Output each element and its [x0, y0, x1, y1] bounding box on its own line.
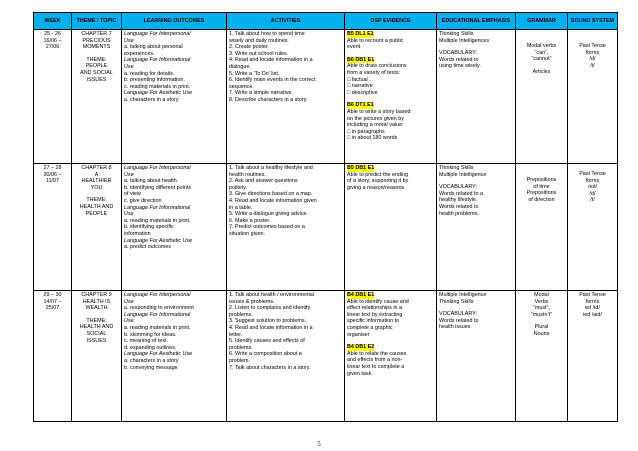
cell-line: PEOPLE	[85, 63, 108, 70]
cell-line: using time wisely.	[439, 63, 481, 70]
sound-system-cell	[568, 30, 618, 164]
cell-line: Language For Interpersonal	[124, 165, 191, 171]
cell-line: VOCABULARY:	[439, 184, 477, 191]
learning-outcomes-cell	[122, 164, 227, 291]
cell-line: 4. Read and locate information in a	[229, 57, 313, 64]
cell-line: Words related to a	[439, 190, 483, 197]
cell-line: □ in about 180 words	[347, 135, 398, 142]
week-cell	[34, 164, 72, 291]
cell-line: b. identifying specific	[124, 224, 174, 231]
cell-line: forms	[585, 177, 600, 184]
cell-line: □ in paragraphs	[347, 128, 385, 135]
cell-line: 30/06 –	[43, 171, 62, 178]
cell-line: Able to relate the causes	[347, 350, 407, 357]
dsp-code: B5 DL1 E1	[347, 31, 374, 37]
sound-system-cell	[568, 291, 618, 422]
cell-line: c. give direction	[124, 197, 162, 204]
cell-line: 25 - 26	[44, 31, 61, 37]
cell-line: /d/	[589, 190, 596, 197]
cell-line: 2. Listen to complains and identify	[229, 305, 311, 312]
cell-line: 6. Make a poster.	[229, 217, 271, 224]
cell-line: 29 – 30	[43, 292, 62, 298]
cell-line: Use	[124, 211, 134, 218]
cell-line: 27 – 28	[43, 165, 62, 171]
cell-line: Thinking Skills	[439, 165, 474, 171]
cell-line: “must”,	[533, 305, 550, 312]
header-learning-outcomes: LEARNING OUTCOMES	[122, 13, 227, 30]
cell-line: a. talking about health.	[124, 178, 179, 185]
cell-line: Nouns	[533, 330, 550, 337]
cell-line: 3. Write out school rules.	[229, 50, 289, 57]
cell-line: and effects from a non-	[347, 357, 403, 364]
cell-line: PEOPLE	[85, 210, 108, 217]
table-row	[34, 164, 618, 291]
cell-line: “mustn’t”	[531, 311, 552, 318]
activities-cell	[227, 164, 345, 291]
cell-line: “can”,	[534, 49, 549, 56]
cell-line: politely.	[229, 184, 247, 191]
cell-line: CHAPTER 7	[81, 31, 112, 37]
cell-line: organiser	[347, 331, 370, 338]
header-sound-system: SOUND SYSTEM	[568, 13, 618, 30]
cell-line: dialogue.	[229, 63, 251, 70]
cell-line: Words related to	[439, 56, 479, 63]
cell-line: healthy lifestyle.	[439, 197, 478, 204]
cell-line: Language For Interpersonal	[124, 292, 191, 298]
cell-line: Multiple Intelligences	[439, 37, 490, 44]
cell-line: a. reading materials in print.	[124, 217, 191, 224]
cell-line: 4. Read and locate information in a	[229, 324, 313, 331]
cell-line: ied /aid/	[583, 311, 602, 318]
cell-line: VOCABULARY:	[439, 50, 477, 57]
cell-line: d. expanding outlines.	[124, 344, 177, 351]
cell-line: complete a graphic	[347, 324, 393, 331]
cell-line: HEALTH AND	[79, 324, 114, 331]
cell-line: YOU	[90, 184, 103, 191]
learning-outcomes-cell	[122, 30, 227, 164]
cell-line: A	[94, 171, 99, 178]
cell-line: a. characters in a story	[124, 357, 179, 364]
cell-line: Modal	[534, 292, 549, 298]
cell-line: Able to recount a public	[347, 37, 404, 44]
cell-line: Able to predict the ending	[347, 171, 409, 178]
cell-line: information	[124, 230, 151, 237]
cell-line: a. reading for details.	[124, 70, 175, 77]
cell-line: Use	[124, 171, 134, 178]
cell-line: Language For Interpersonal	[124, 31, 191, 37]
header-theme: THEME / TOPIC	[72, 13, 122, 30]
cell-line: of time	[533, 183, 550, 190]
week-cell	[34, 30, 72, 164]
table-header-row	[34, 13, 618, 30]
cell-line: b. skimming for ideas.	[124, 331, 177, 338]
cell-line: 1. Talk about how to spend time	[229, 31, 305, 37]
cell-line: problems.	[229, 311, 253, 318]
cell-line: /t/	[590, 197, 595, 204]
dsp-evidence-cell	[345, 164, 437, 291]
cell-line: Use	[124, 318, 134, 325]
theme-cell	[72, 291, 122, 422]
cell-line: ISSUES	[86, 76, 107, 83]
page-number: 5	[317, 440, 321, 448]
cell-line: problem.	[229, 357, 250, 364]
cell-line: 4. Read and locate information given	[229, 197, 317, 204]
cell-line: 16/06 –	[43, 37, 62, 44]
cell-line: □ narrative	[347, 83, 373, 90]
cell-line: health routines.	[229, 171, 266, 178]
cell-line: on the pictures given by	[347, 115, 404, 122]
cell-line: Use	[124, 37, 134, 44]
cell-line: /d/	[589, 56, 596, 63]
cell-line: Thinking Skills	[439, 31, 474, 37]
cell-line: 25/07	[45, 305, 60, 312]
cell-line: 3. Suggest solution to problems.	[229, 318, 307, 325]
dsp-code: B4 DB1 E2	[347, 344, 375, 351]
cell-line: forms	[585, 298, 600, 305]
cell-line: 6. Write a composition about a	[229, 351, 302, 358]
cell-line: Language For Informational	[124, 204, 191, 211]
cell-line: in a table.	[229, 204, 253, 211]
cell-line: of view	[124, 191, 141, 198]
cell-line: 6. Identify main events in the correct	[229, 77, 316, 84]
dsp-code: B6 DT1 E1	[347, 102, 374, 109]
cell-line: Words related to	[439, 203, 479, 210]
cell-line: WEALTH	[85, 305, 108, 312]
header-activities: ACTIVITIES	[227, 13, 345, 30]
cell-line: Use	[124, 63, 134, 70]
cell-line: 11/07	[45, 178, 60, 185]
cell-line: HEALTH AND	[79, 203, 114, 210]
cell-line: 5. Write a dialogue giving advice.	[229, 211, 309, 218]
cell-line: b. presenting information.	[124, 77, 185, 84]
cell-line: Able to draw conclusions	[347, 63, 407, 70]
cell-line: situation given.	[229, 230, 265, 237]
cell-line: Past Tense	[579, 292, 606, 298]
cell-line: Modal verbs	[526, 43, 557, 49]
header-educational-emphasis: EDUCATIONAL EMPHASIS	[437, 13, 516, 30]
sound-system-cell	[568, 164, 618, 291]
cell-line: Past Tense	[579, 43, 606, 49]
cell-line: a. predict outcomes	[124, 244, 172, 251]
cell-line: Verbs	[534, 298, 549, 305]
cell-line: given task	[347, 370, 372, 377]
cell-line: SOCIAL	[86, 330, 107, 337]
cell-line: Able to write a story based	[347, 108, 411, 115]
cell-line: 5. Identify causes and effects of	[229, 338, 305, 345]
cell-line: THEME:	[86, 317, 107, 324]
cell-line: Multiple Intelligence	[439, 171, 487, 178]
cell-line: linear text by extracting	[347, 311, 403, 318]
cell-line: □ factual	[347, 76, 368, 83]
cell-line: VOCABULARY:	[439, 311, 477, 318]
dsp-code: B5 DB1 E1	[347, 165, 375, 171]
cell-line: CHAPTER 8	[81, 165, 112, 171]
cell-line: HEALTHIER	[81, 178, 112, 185]
cell-line: 14/07 –	[43, 298, 62, 305]
cell-line: issues & problems.	[229, 298, 275, 305]
cell-line: □ descriptive	[347, 89, 378, 96]
cell-line: Language For Aesthetic Use	[124, 237, 193, 244]
cell-line: ed /id/	[585, 305, 600, 312]
dsp-code: B4 DB1 E1	[347, 292, 375, 298]
cell-line: 1. Talk about health / environmental	[229, 292, 315, 298]
cell-line: a. responding to environment	[124, 305, 194, 312]
theme-cell	[72, 164, 122, 291]
educational-emphasis-cell	[437, 30, 516, 164]
cell-line: “cannot”	[531, 56, 552, 63]
cell-line: c. meaning of text.	[124, 338, 169, 345]
cell-line: 8. Describe characters in a story.	[229, 96, 308, 103]
cell-line: a. characters in a story	[124, 96, 179, 103]
cell-line: 5. Write a ‘To Do’ list.	[229, 70, 280, 77]
cell-line: letter.	[229, 331, 243, 338]
cell-line: a. reading materials in print.	[124, 324, 191, 331]
cell-line: c. reading materials in print.	[124, 83, 191, 90]
cell-line: experiences.	[124, 50, 155, 57]
cell-line: THEME:	[86, 56, 107, 63]
cell-line: Words related to	[439, 317, 479, 324]
header-dsp-evidence: DSP EVIDENCE	[345, 13, 437, 30]
cell-line: including a moral value:	[347, 122, 404, 129]
cell-line: b. identifying different points	[124, 184, 192, 191]
table-row	[34, 30, 618, 164]
cell-line: 27/06	[45, 44, 60, 51]
grammar-cell	[516, 30, 568, 164]
cell-line: b. conveying message	[124, 364, 178, 371]
dsp-evidence-cell	[345, 30, 437, 164]
cell-line: Language For Aesthetic Use	[124, 90, 193, 97]
cell-line: Articles	[532, 68, 551, 75]
cell-line: 7. Predict outcomes based on a	[229, 224, 305, 231]
cell-line: Multiple Intelligence	[439, 292, 487, 298]
educational-emphasis-cell	[437, 291, 516, 422]
cell-line: /ed/	[588, 184, 597, 191]
cell-line: ISSUES	[86, 337, 107, 344]
activities-cell	[227, 30, 345, 164]
header-grammar: GRAMMAR	[516, 13, 568, 30]
cell-line: effect relationships in a	[347, 305, 403, 312]
lesson-plan-table	[33, 12, 618, 422]
cell-line: Language For Aesthetic Use	[124, 351, 193, 358]
dsp-evidence-cell	[345, 291, 437, 422]
cell-line: 2. Create poster.	[229, 44, 269, 51]
cell-line: from a variety of texts:	[347, 69, 401, 76]
theme-cell	[72, 30, 122, 164]
cell-line: wisely and daily routines.	[229, 37, 289, 44]
cell-line: sequence.	[229, 83, 254, 90]
cell-line: event	[347, 44, 361, 51]
cell-line: Prepositions	[526, 177, 557, 183]
cell-line: /t/	[590, 62, 595, 69]
cell-line: forms	[585, 49, 600, 56]
cell-line: Able to identify cause and	[347, 298, 409, 305]
cell-line: Past Tense	[579, 171, 606, 177]
educational-emphasis-cell	[437, 164, 516, 291]
header-week: WEEK	[34, 13, 72, 30]
cell-line: of direction	[528, 196, 555, 203]
cell-line: health problems.	[439, 210, 479, 217]
cell-line: HEALTH IS	[82, 298, 111, 305]
learning-outcomes-cell	[122, 291, 227, 422]
cell-line: CHAPTER 9	[81, 292, 112, 298]
cell-line: specific information to	[347, 318, 400, 325]
cell-line: 1. Talk about a healthy lifestyle and	[229, 165, 313, 171]
cell-line: THEME:	[86, 197, 107, 204]
cell-line: 7. Talk about characters in a story.	[229, 364, 311, 371]
table-row	[34, 291, 618, 422]
cell-line: Language For Informational	[124, 311, 191, 318]
cell-line: Thinking Skills	[439, 298, 474, 305]
week-cell	[34, 291, 72, 422]
cell-line: 7. Write a simple narrative.	[229, 90, 294, 97]
cell-line: PRECIOUS	[82, 37, 111, 44]
cell-line: giving a reason/reasons	[347, 184, 405, 191]
cell-line: Plural	[534, 324, 549, 331]
cell-line: Language For Informational	[124, 57, 191, 64]
dsp-code: B6 DB1 E1	[347, 56, 375, 63]
cell-line: problems.	[229, 344, 253, 351]
grammar-cell	[516, 164, 568, 291]
cell-line: of a story, supporting it by	[347, 178, 409, 185]
cell-line: Prepositions	[526, 190, 557, 197]
cell-line: 3. Give directions based on a map.	[229, 191, 313, 198]
cell-line: Use	[124, 298, 134, 305]
cell-line: health issues	[439, 324, 471, 331]
cell-line: a. talking about personal	[124, 44, 183, 51]
cell-line: 2. Ask and answer questions	[229, 178, 298, 185]
cell-line: AND SOCIAL	[80, 69, 113, 76]
activities-cell	[227, 291, 345, 422]
cell-line: MOMENTS	[82, 44, 111, 51]
grammar-cell	[516, 291, 568, 422]
cell-line: linear text to complete a	[347, 363, 405, 370]
